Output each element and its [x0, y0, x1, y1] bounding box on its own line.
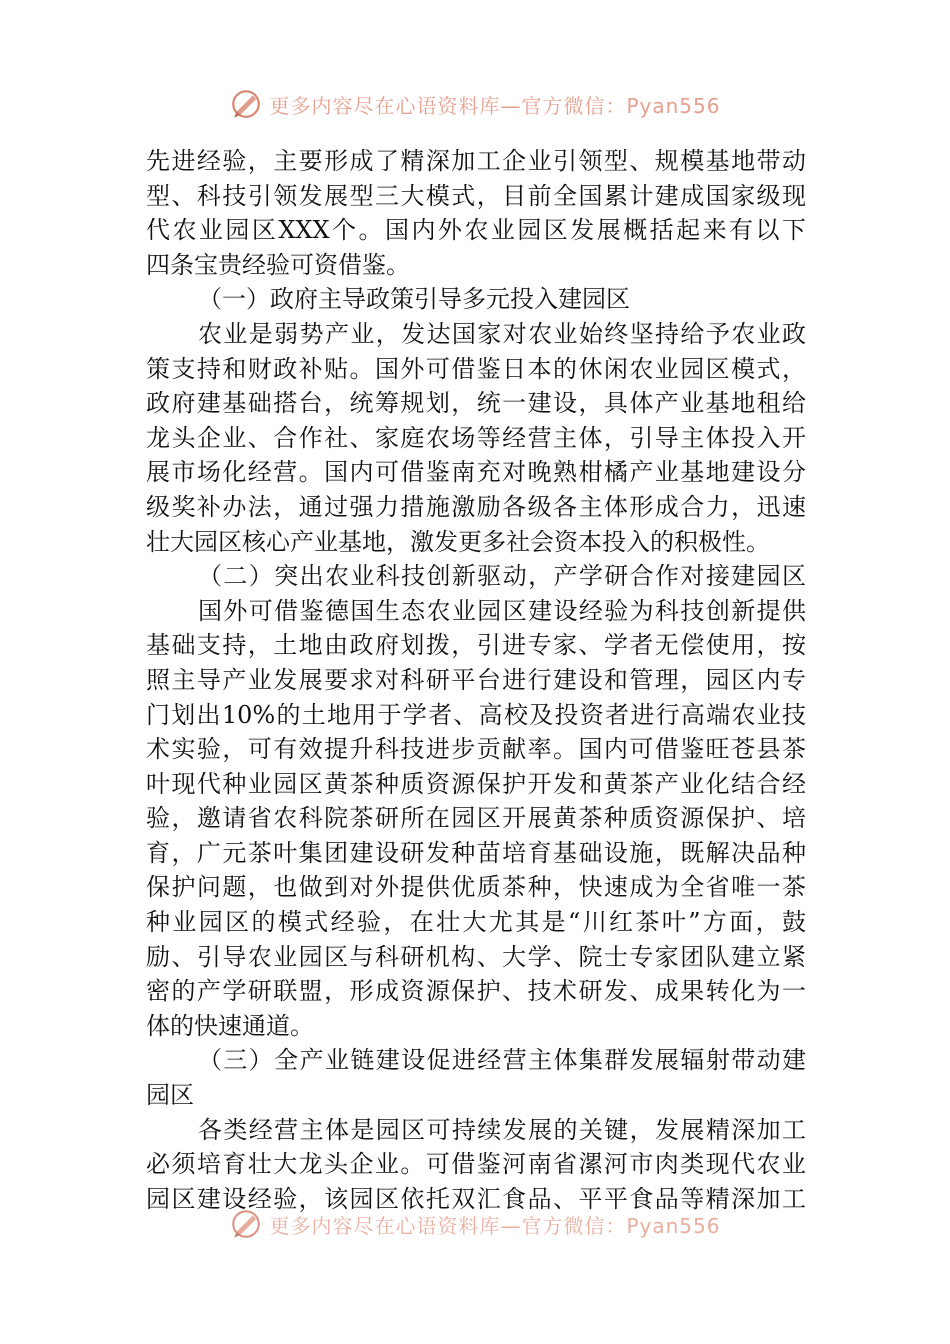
watermark-text: 更多内容尽在心语资料库—官方微信：Pyan556: [269, 93, 721, 118]
pen-logo-icon: [229, 87, 263, 121]
paragraph-line: 四条宝贵经验可资借鉴。: [146, 250, 410, 279]
paragraph-line: 龙头企业、合作社、家庭农场等经营主体，引导主体投入开: [146, 423, 806, 452]
paragraph-line: 种业园区的模式经验，在壮大尤其是“川红茶叶”方面，鼓: [146, 908, 806, 937]
paragraph-line: 叶现代种业园区黄茶种质资源保护开发和黄茶产业化结合经: [146, 769, 806, 798]
pen-logo-icon: [229, 1207, 263, 1241]
paragraph-line: 验，邀请省农科院茶研所在园区开展黄茶种质资源保护、培: [146, 804, 806, 833]
paragraph-line: 术实验，可有效提升科技进步贡献率。国内可借鉴旺苍县茶: [146, 735, 806, 764]
section-heading-3: （三）全产业链建设促进经营主体集群发展辐射带动建: [198, 1046, 806, 1075]
paragraph-line: 园区建设经验，该园区依托双汇食品、平平食品等精深加工: [146, 1184, 806, 1213]
paragraph-line: 农业是弱势产业，发达国家对农业始终坚持给予农业政: [198, 319, 806, 348]
paragraph-line: 政府建基础搭台，统筹规划，统一建设，具体产业基地租给: [146, 389, 806, 418]
paragraph-line: 壮大园区核心产业基地，激发更多社会资本投入的积极性。: [146, 527, 770, 556]
paragraph-line: 励、引导农业园区与科研机构、大学、院士专家团队建立紧: [146, 942, 806, 971]
watermark-footer: [0, 1204, 950, 1244]
paragraph-line: 各类经营主体是园区可持续发展的关键，发展精深加工: [198, 1115, 806, 1144]
document-body: [146, 144, 806, 1216]
paragraph-line: 基础支持，土地由政府划拨，引进专家、学者无偿使用，按: [146, 631, 806, 660]
paragraph-line: 代农业园区XXX个。国内外农业园区发展概括起来有以下: [146, 216, 806, 245]
paragraph-line: 门划出10%的土地用于学者、高校及投资者进行高端农业技: [146, 700, 806, 729]
paragraph-line: 级奖补办法，通过强力措施激励各级各主体形成合力，迅速: [146, 492, 806, 521]
section-heading-2: （二）突出农业科技创新驱动，产学研合作对接建园区: [198, 562, 806, 591]
paragraph-line: 型、科技引领发展型三大模式，目前全国累计建成国家级现: [146, 181, 806, 210]
paragraph-line: 国外可借鉴德国生态农业园区建设经验为科技创新提供: [198, 596, 806, 625]
paragraph-line: 育，广元茶叶集团建设研发种苗培育基础设施，既解决品种: [146, 838, 806, 867]
paragraph-line: 密的产学研联盟，形成资源保护、技术研发、成果转化为一: [146, 977, 806, 1006]
paragraph-line: 照主导产业发展要求对科研平台进行建设和管理，园区内专: [146, 665, 806, 694]
section-heading-1: （一）政府主导政策引导多元投入建园区: [198, 285, 630, 314]
paragraph-line: 必须培育壮大龙头企业。可借鉴河南省漯河市肉类现代农业: [146, 1150, 806, 1179]
paragraph-line: 展市场化经营。国内可借鉴南充对晚熟柑橘产业基地建设分: [146, 458, 806, 487]
section-heading-3-cont: 园区: [146, 1081, 194, 1110]
watermark-text: 更多内容尽在心语资料库—官方微信：Pyan556: [269, 1213, 721, 1238]
paragraph-line: 策支持和财政补贴。国外可借鉴日本的休闲农业园区模式，: [146, 354, 806, 383]
paragraph-line: 保护问题，也做到对外提供优质茶种，快速成为全省唯一茶: [146, 873, 806, 902]
paragraph-line: 先进经验，主要形成了精深加工企业引领型、规模基地带动: [146, 147, 806, 175]
watermark-header: [0, 84, 950, 124]
paragraph-line: 体的快速通道。: [146, 1011, 314, 1040]
